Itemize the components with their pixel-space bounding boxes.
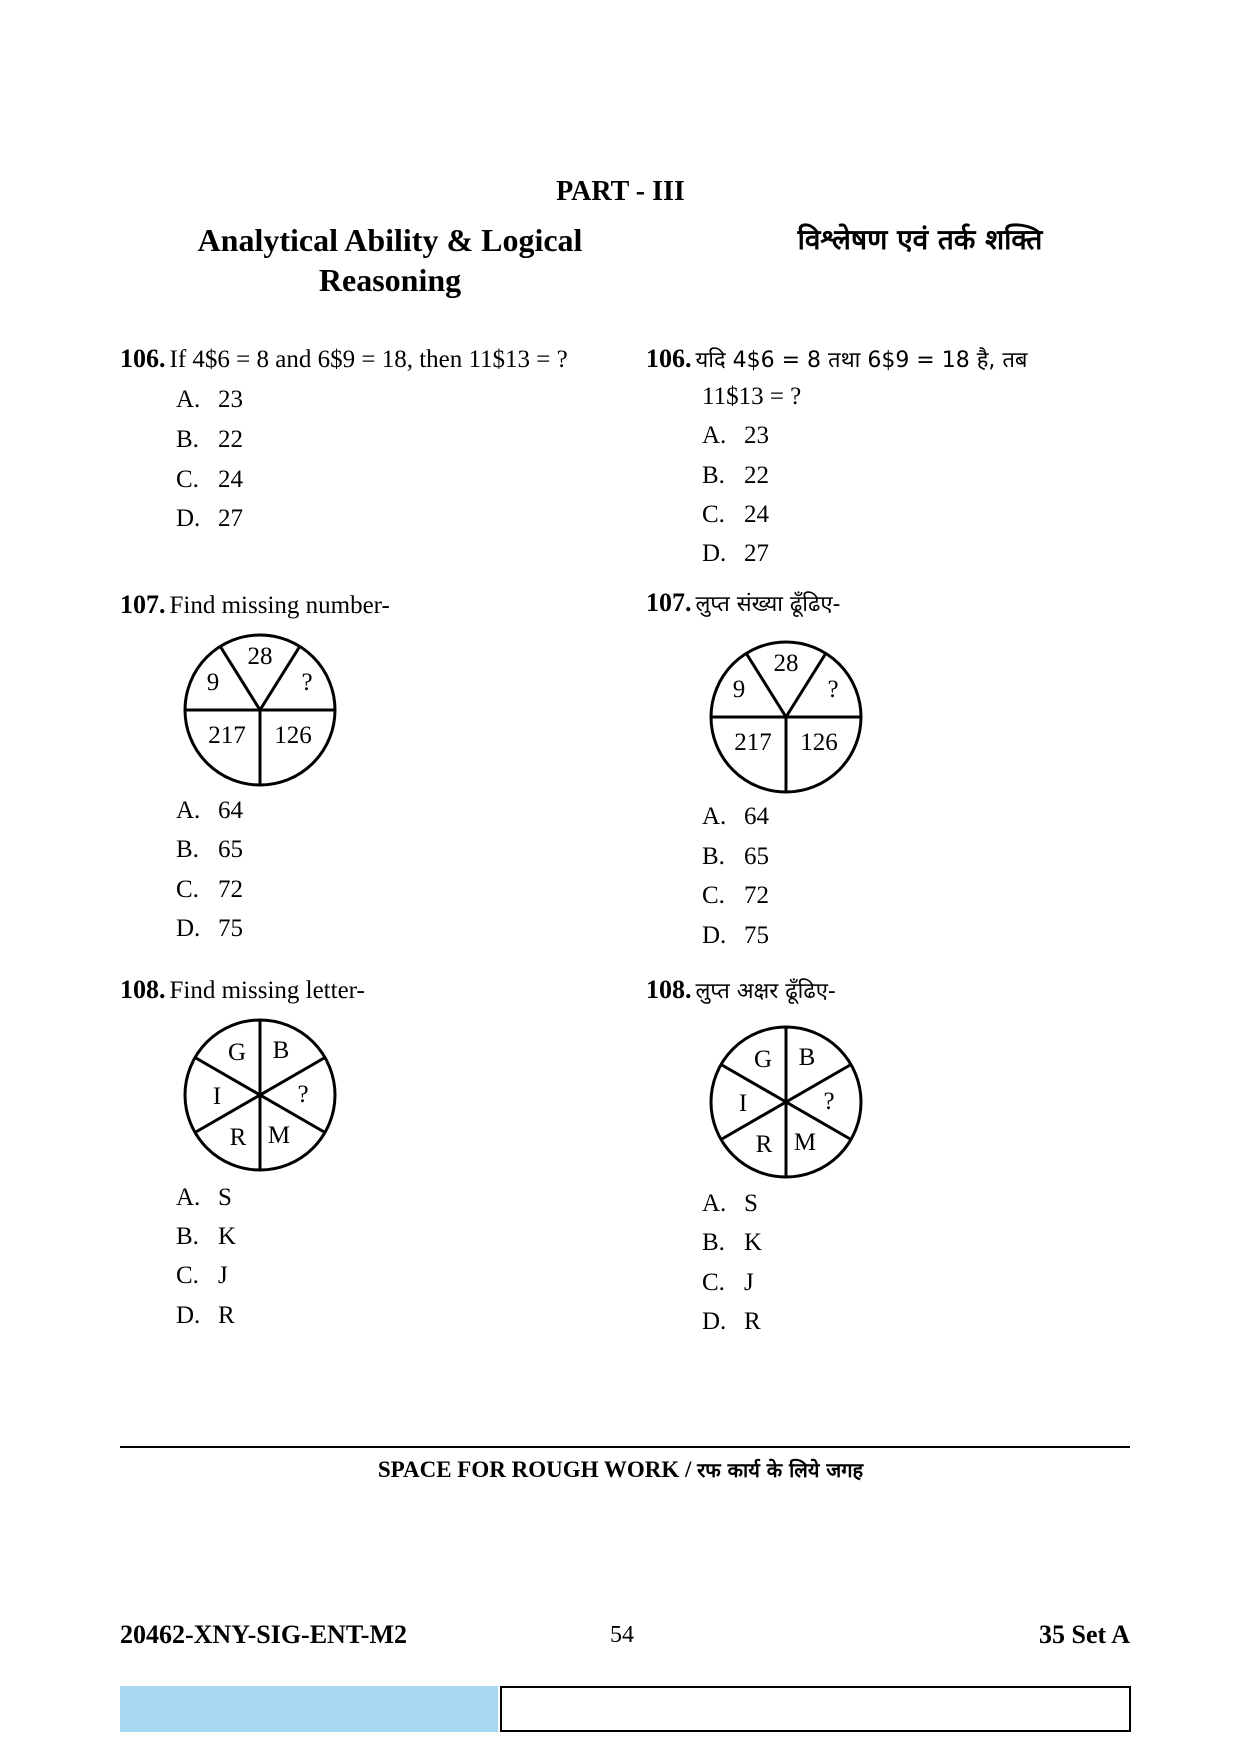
option-d: D. 75 <box>176 915 243 942</box>
option-b: B. 65 <box>176 836 243 863</box>
question-108-hi <box>646 975 836 1005</box>
question-106-hi <box>646 344 1028 374</box>
rough-work-label-en: SPACE FOR ROUGH WORK / <box>377 1457 698 1482</box>
segment-top-left-letter: G <box>753 1046 773 1073</box>
number-circle-figure <box>180 630 340 790</box>
question-number: 108. <box>646 975 692 1004</box>
segment-left-letter: I <box>212 1083 222 1110</box>
question-108-en <box>120 975 365 1005</box>
segment-right-value: ? <box>301 669 313 696</box>
question-text-line-2: 11$13 = ? <box>702 383 802 410</box>
question-text-line-1: यदि 4$6 = 8 तथा 6$9 = 18 है, तब <box>695 348 1028 373</box>
part-heading: PART - III <box>556 176 685 207</box>
question-107-hi <box>646 588 841 618</box>
option-b: B. K <box>702 1229 763 1256</box>
section-title-english <box>150 220 630 300</box>
segment-right-letter: ? <box>297 1081 309 1108</box>
option-d: D. 27 <box>702 540 769 567</box>
segment-bottom-right-letter: M <box>793 1129 817 1156</box>
option-c: C. 24 <box>176 466 243 493</box>
segment-top-right-letter: B <box>798 1044 816 1071</box>
option-b: B. 65 <box>702 843 769 870</box>
option-c: C. 24 <box>702 501 769 528</box>
option-d: D. R <box>702 1308 761 1335</box>
option-c: C. J <box>702 1269 754 1296</box>
segment-bottom-left-value: 217 <box>734 729 772 756</box>
question-number: 108. <box>120 975 166 1004</box>
question-text: लुप्त अक्षर ढूँढिए- <box>695 979 836 1004</box>
section-title-line-1: Analytical Ability & Logical <box>197 222 583 258</box>
segment-bottom-right-letter: M <box>267 1122 291 1149</box>
letter-circle-figure <box>706 1022 866 1182</box>
question-number: 107. <box>646 588 692 617</box>
number-circle-figure <box>706 637 866 797</box>
segment-bottom-right-value: 126 <box>274 722 312 749</box>
question-number: 106. <box>120 344 166 373</box>
footer-color-bar <box>120 1686 498 1732</box>
question-number: 107. <box>120 590 166 619</box>
option-a: A. S <box>176 1184 232 1211</box>
page-number: 54 <box>610 1622 634 1648</box>
letter-circle-figure <box>180 1015 340 1175</box>
segment-right-letter: ? <box>823 1088 835 1115</box>
segment-top-value: 28 <box>773 650 799 677</box>
option-a: A. S <box>702 1190 758 1217</box>
segment-top-right-letter: B <box>272 1037 290 1064</box>
segment-bottom-left-value: 217 <box>208 722 246 749</box>
option-b: B. 22 <box>702 462 769 489</box>
question-107-en <box>120 590 390 620</box>
rough-work-label-hi: रफ कार्य के लिये जगह <box>697 1458 864 1482</box>
option-d: D. R <box>176 1302 235 1329</box>
question-text: If 4$6 = 8 and 6$9 = 18, then 11$13 = ? <box>169 346 568 373</box>
segment-top-value: 28 <box>247 643 273 670</box>
rough-work-label <box>0 1456 1241 1483</box>
rough-work-divider <box>120 1446 1130 1448</box>
option-b: B. K <box>176 1223 237 1250</box>
footer-empty-box <box>500 1686 1131 1732</box>
option-a: A. 64 <box>176 797 243 824</box>
segment-bottom-left-letter: R <box>229 1124 247 1151</box>
segment-bottom-left-letter: R <box>755 1131 773 1158</box>
section-title-line-2: Reasoning <box>318 262 462 298</box>
question-text: Find missing number- <box>169 592 390 619</box>
segment-left-value: 9 <box>732 676 746 703</box>
question-106-en <box>120 344 568 374</box>
option-d: D. 27 <box>176 505 243 532</box>
option-d: D. 75 <box>702 922 769 949</box>
section-title-hindi: विश्लेषण एवं तर्क शक्ति <box>797 223 1043 256</box>
segment-left-letter: I <box>738 1090 748 1117</box>
question-text: Find missing letter- <box>169 977 365 1004</box>
option-c: C. 72 <box>176 876 243 903</box>
set-label: 35 Set A <box>1039 1620 1130 1649</box>
segment-top-left-letter: G <box>227 1039 247 1066</box>
segment-left-value: 9 <box>206 669 220 696</box>
option-a: A. 23 <box>702 422 769 449</box>
segment-bottom-right-value: 126 <box>800 729 838 756</box>
option-a: A. 64 <box>702 803 769 830</box>
question-text: लुप्त संख्या ढूँढिए- <box>695 592 841 617</box>
option-c: C. 72 <box>702 882 769 909</box>
question-number: 106. <box>646 344 692 373</box>
option-c: C. J <box>176 1262 228 1289</box>
segment-right-value: ? <box>827 676 839 703</box>
option-a: A. 23 <box>176 386 243 413</box>
option-b: B. 22 <box>176 426 243 453</box>
paper-code: 20462-XNY-SIG-ENT-M2 <box>120 1620 407 1649</box>
